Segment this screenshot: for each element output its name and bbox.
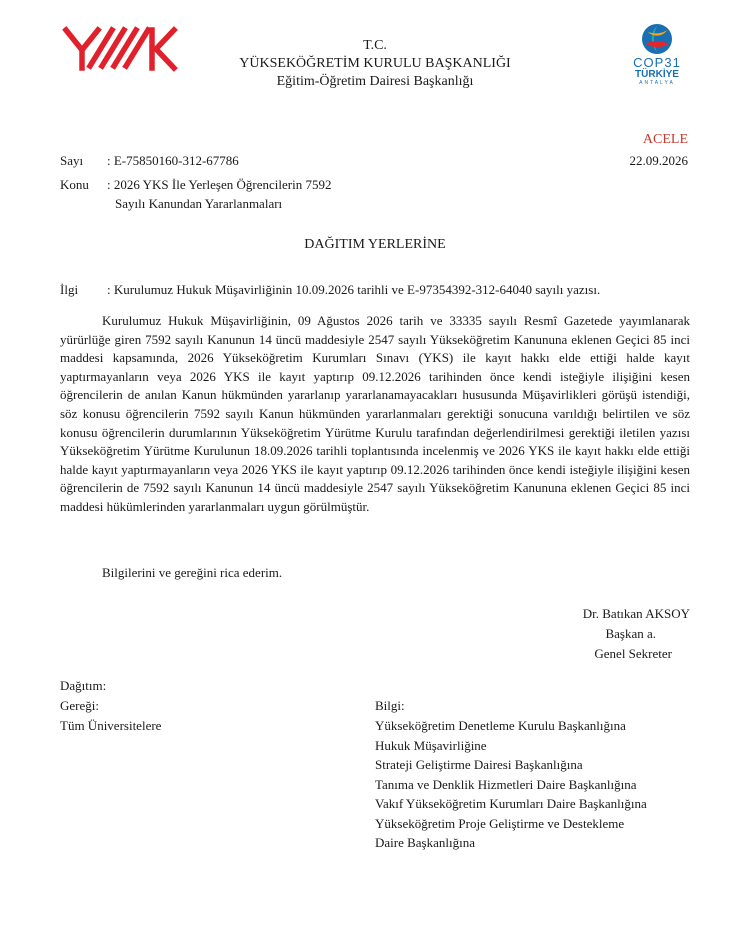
cop31-label: COP31 bbox=[633, 55, 681, 70]
distribution-label: Dağıtım: bbox=[60, 678, 107, 693]
bilgi-list bbox=[375, 717, 647, 854]
header-institution: YÜKSEKÖĞRETİM KURULU BAŞKANLIĞI bbox=[239, 56, 511, 71]
geregi-label: Gereği: bbox=[60, 698, 99, 713]
list-item: Daire Başkanlığına bbox=[375, 835, 475, 850]
signer-title-1: Başkan a. bbox=[605, 626, 656, 641]
bilgi-label: Bilgi: bbox=[375, 698, 405, 713]
urgency-label: ACELE bbox=[642, 132, 688, 147]
konu-label: Konu bbox=[60, 177, 89, 192]
signer-title-2: Genel Sekreter bbox=[594, 646, 672, 661]
list-item: Hukuk Müşavirliğine bbox=[375, 737, 487, 753]
cop31-turkiye-logo bbox=[622, 22, 692, 88]
sayi-value: : E-75850160-312-67786 bbox=[107, 153, 239, 168]
turkiye-label: TÜRKİYE bbox=[635, 69, 679, 80]
konu-line1: : 2026 YKS İle Yerleşen Öğrencilerin 7592 bbox=[107, 177, 332, 192]
body-paragraph: Kurulumuz Hukuk Müşavirliğinin, 09 Ağustos 2026 tarih ve 33335 sayılı Resmî Gazetede yayımlanarak yürürlüğe giren 7592 sayılı Kanunun 14 üncü maddesiyle 2547 sayılı Yükseköğretim Kanununa eklenen Geçici 85 inci maddesi kapsamında, 2026 Yükseköğretim Kurumları Sınavı (YKS) ile kayıt hakkı elde ettiği halde kayıt yaptırmayanların veya 2026 YKS ile kayıt yaptırıp 09.12.2026 tarihinden önce kendi isteğiyle ilişiğini kesen öğrencilerin de anılan Kanun hükmünden yararlanıp yararlanamayacakları hususunda Müşavirlikleri görüşü istendiği, söz konusu öğrencilerin 7592 sayılı Kanun hükmünden yararlanmaları gerektiği sonucuna varıldığı belirtilen ve söz konusu öğrencilerin durumlarının Yükseköğretim Yürütme Kurulu tarafından değerlendirilmesi gerektiği iletilen yazısı Yükseköğretim Yürütme Kurulunun 18.09.2026 tarihli toplantısında incelenmiş ve 2026 YKS ile kayıt hakkı elde ettiği halde kayıt yaptırmayanların veya 2026 YKS ile kayıt yaptırıp 09.12.2026 tarihinden önce kendi isteğiyle ilişiğini kesen öğrencilerin de 7592 sayılı Kanunun 14 üncü maddesiyle 2547 sayılı Yükseköğretim Kanununa eklenen Geçici 85 inci maddesi hükümlerinden yararlanmaları uygun görülmüştür. bbox=[60, 313, 690, 514]
list-item: Vakıf Yükseköğretim Kurumları Daire Başkanlığına bbox=[375, 796, 647, 811]
document-date: 22.09.2026 bbox=[629, 153, 688, 168]
list-item: Tanıma ve Denklik Hizmetleri Daire Başkanlığına bbox=[375, 776, 637, 792]
list-item: Strateji Geliştirme Dairesi Başkanlığına bbox=[375, 757, 583, 772]
list-item: Yükseköğretim Denetleme Kurulu Başkanlığına bbox=[375, 718, 626, 733]
addressee: DAĞITIM YERLERİNE bbox=[304, 237, 446, 252]
sayi-label: Sayı bbox=[60, 153, 84, 168]
list-item: Tüm Üniversitelere bbox=[60, 718, 162, 733]
konu-line2: Sayılı Kanundan Yararlanmaları bbox=[115, 196, 283, 211]
signer-name: Dr. Batıkan AKSOY bbox=[582, 606, 690, 621]
list-item: Yükseköğretim Proje Geliştirme ve Destekleme bbox=[375, 815, 625, 831]
yok-logo bbox=[62, 24, 180, 72]
geregi-list bbox=[60, 717, 161, 737]
header-country: T.C. bbox=[363, 38, 387, 53]
signature-block bbox=[500, 605, 690, 665]
header-department: Eğitim-Öğretim Dairesi Başkanlığı bbox=[276, 74, 474, 89]
ilgi-text: : Kurulumuz Hukuk Müşavirliğinin 10.09.2026 tarihli ve E-97354392-312-64040 sayılı yazısı. bbox=[107, 282, 601, 297]
ilgi-label: İlgi bbox=[60, 282, 79, 297]
closing-sentence: Bilgilerini ve gereğini rica ederim. bbox=[102, 565, 283, 580]
antalya-label: ANTALYA bbox=[639, 80, 675, 86]
